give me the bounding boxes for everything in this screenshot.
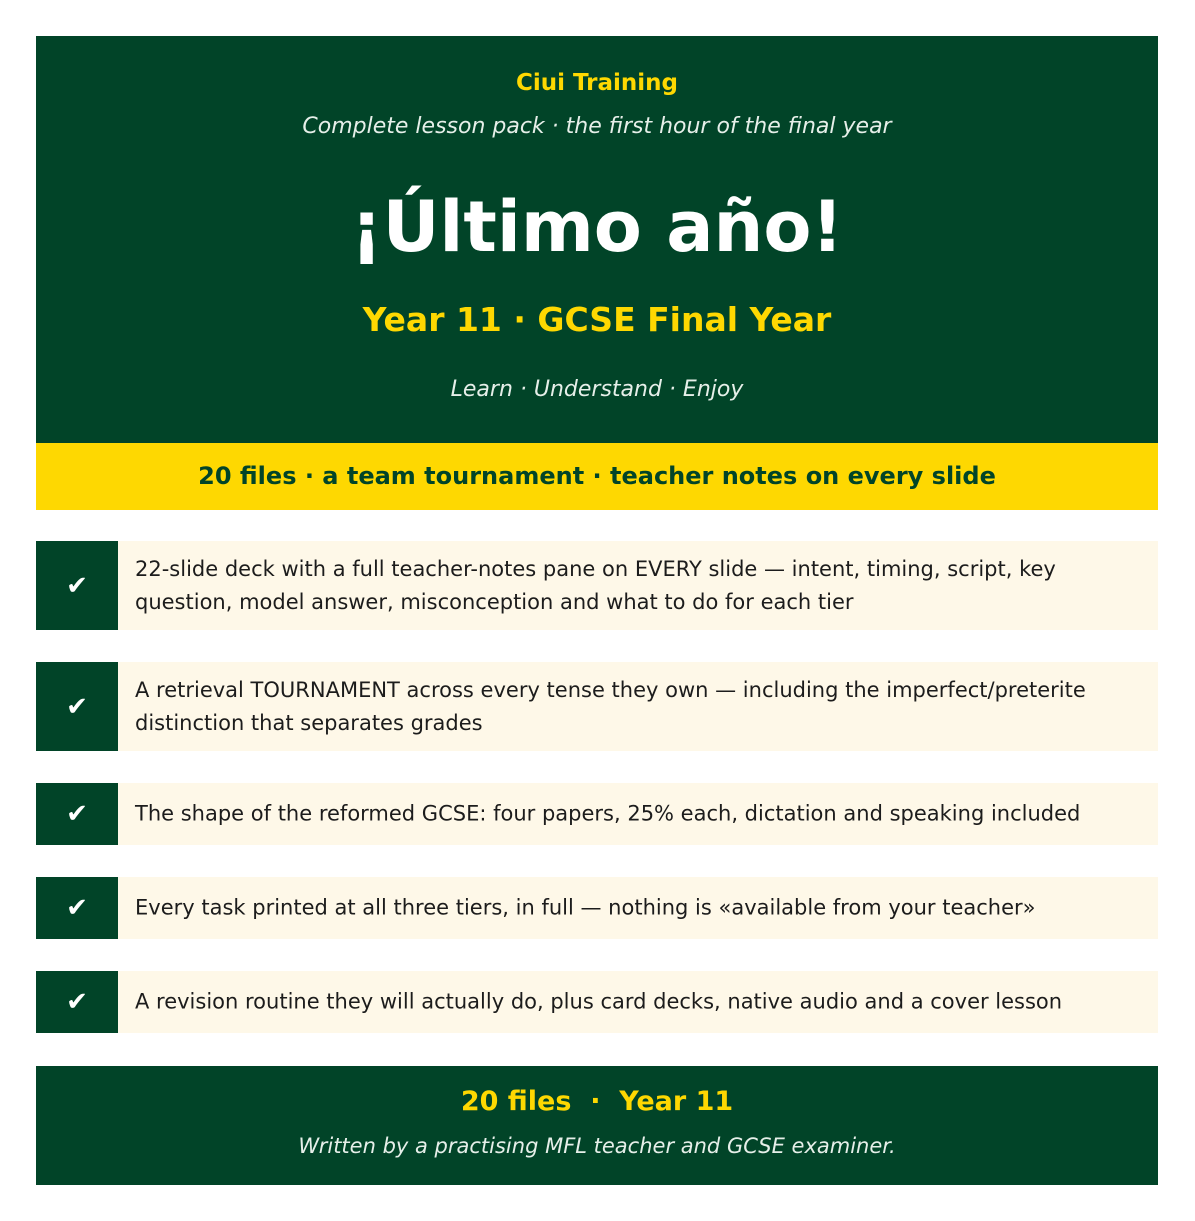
feature-text: 22-slide deck with a full teacher-notes pane on EVERY slide — intent, timing, script, key question, model answer, misconception and what to do for each tier [135,556,1056,614]
feature-item [36,877,1158,939]
check-icon: ✔ [36,541,118,630]
feature-item [36,783,1158,845]
year-heading: Year 11 · GCSE Final Year [362,300,832,339]
check-icon: ✔ [36,877,118,939]
header-panel [36,36,1158,443]
feature-text: The shape of the reformed GCSE: four papers, 25% each, dictation and speaking included [135,801,1081,826]
feature-item [36,662,1158,751]
feature-text: Every task printed at all three tiers, in full — nothing is «available from your teacher» [135,895,1036,920]
footer-note: Written by a practising MFL teacher and GCSE examiner. [298,1134,896,1158]
feature-item [36,971,1158,1033]
feature-text: A revision routine they will actually do, plus card decks, native audio and a cover lesson [135,989,1063,1014]
check-icon: ✔ [36,662,118,751]
tagline: Learn · Understand · Enjoy [450,377,744,402]
page-title: ¡Último año! [350,186,844,268]
summary-banner: 20 files · a team tournament · teacher notes on every slide [36,443,1158,510]
brand-name: Ciui Training [515,70,679,96]
check-icon: ✔ [36,971,118,1033]
check-icon: ✔ [36,783,118,845]
footer-summary: 20 files · Year 11 [460,1086,734,1117]
footer-panel [36,1066,1158,1185]
feature-item [36,541,1158,630]
feature-text: A retrieval TOURNAMENT across every tense they own — including the imperfect/preterite distinction that separates grades [135,677,1086,735]
subtitle: Complete lesson pack · the first hour of the final year [302,114,892,139]
